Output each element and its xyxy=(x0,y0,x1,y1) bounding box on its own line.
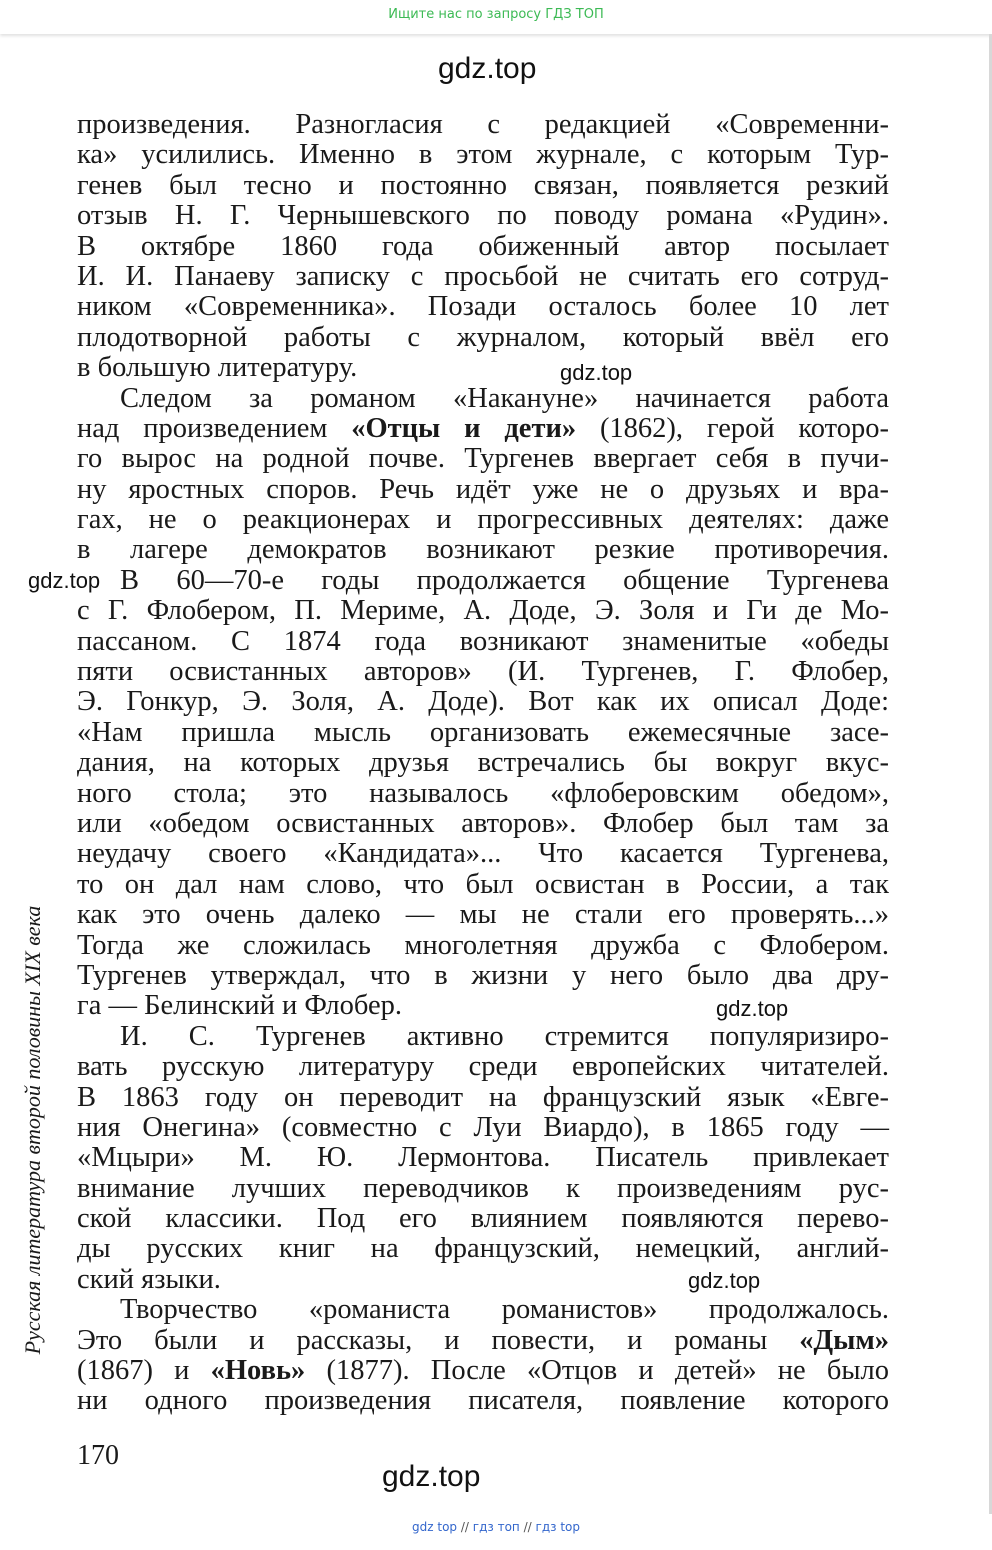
footer-separator: // xyxy=(460,1520,469,1534)
text-line: ской классики. Под его влиянием появляются перево- xyxy=(77,1203,889,1235)
text-line: то он дал нам слово, что был освистан в России, а так xyxy=(77,868,889,900)
watermark-inline: gdz.top xyxy=(560,360,633,385)
banner-text: Ищите нас по запросу ГДЗ ТОП xyxy=(388,7,604,22)
text-line: внимание лучших переводчиков к произведениям рус- xyxy=(77,1172,889,1204)
text-line xyxy=(77,1326,889,1356)
text-line: генев был тесно и постоянно связан, появляется резкий xyxy=(77,169,889,201)
text-line: дания, на которых друзья встречались бы вокруг вкус- xyxy=(77,747,889,779)
text-line: или «обедом освистанных авторов». Флобер был там за xyxy=(77,807,889,839)
top-banner xyxy=(0,0,992,34)
text-line: с Г. Флобером, П. Мериме, А. Доде, Э. Золя и Ги де Мо- xyxy=(77,595,889,627)
text-line: И. И. Панаеву записку с просьбой не считать его сотруд- xyxy=(77,260,889,292)
text-run: (1877). После «Отцов и детей» не было xyxy=(305,1355,890,1387)
text-line: как это очень далеко — мы не стали его проверять...» xyxy=(77,899,889,931)
text-line: Тогда же сложилась многолетняя дружба с Флобером. xyxy=(77,929,889,961)
text-line: И. С. Тургенев активно стремится популяризиро- xyxy=(120,1020,889,1052)
text-line: вать русскую литературу среди европейских читателей. xyxy=(77,1051,889,1083)
text-line: в лагере демократов возникают резкие противоречия. xyxy=(77,534,889,566)
text-line: Следом за романом «Накануне» начинается работа xyxy=(120,382,889,414)
text-line: В 1863 году он переводит на французский язык «Евге- xyxy=(77,1081,889,1113)
text-run: Это были и рассказы, и повести, и романы xyxy=(77,1324,800,1356)
text-line xyxy=(77,414,889,444)
watermark-header: gdz.top xyxy=(438,52,537,85)
text-line: гах, не о реакционерах и прогрессивных деятелях: даже xyxy=(77,504,889,536)
text-line: ния Онегина» (совместно с Луи Виардо), в 1865 году — xyxy=(77,1111,889,1143)
text-line: га — Белинский и Флобер. xyxy=(77,990,403,1022)
text-line: в большую литературу. xyxy=(77,352,358,384)
text-line: ну яростных споров. Речь идёт уже не о друзьях и вра- xyxy=(77,473,889,505)
footer-separator: // xyxy=(523,1520,532,1534)
text-run: (1867) и xyxy=(77,1355,211,1387)
text-line: неудачу своего «Кандидата»... Что касается Тургенева, xyxy=(77,838,889,870)
text-line: произведения. Разногласия с редакцией «Современни- xyxy=(77,109,889,140)
text-line: Творчество «романиста романистов» продолжалось. xyxy=(120,1294,889,1326)
watermark-inline: gdz.top xyxy=(688,1268,761,1293)
text-line: ного стола; это называлось «флоберовским обедом», xyxy=(77,777,889,809)
footer-link[interactable]: гдз топ xyxy=(472,1520,520,1534)
watermark-inline: gdz.top xyxy=(28,568,101,593)
text-line: ды русских книг на французский, немецкий, англий- xyxy=(77,1233,889,1265)
text-line: «Нам пришла мысль организовать ежемесячные засе- xyxy=(77,716,889,748)
text-line: ский языки. xyxy=(77,1263,221,1295)
text-line: «Мцыри» М. Ю. Лермонтова. Писатель привлекает xyxy=(77,1142,889,1174)
text-line xyxy=(77,1356,889,1386)
text-line: Тургенев утверждал, что в жизни у него было два дру- xyxy=(77,959,889,991)
text-run: над произведением xyxy=(77,412,352,444)
text-line: В 60—70-е годы продолжается общение Тургенева xyxy=(120,564,889,596)
text-line: ником «Современника». Позади осталось более 10 лет xyxy=(77,291,889,323)
footer-link[interactable]: gdz top xyxy=(412,1520,458,1534)
text-line: ни одного произведения писателя, появление которого xyxy=(77,1385,889,1417)
text-line: В октябре 1860 года обиженный автор посылает xyxy=(77,230,889,262)
text-line: Э. Гонкур, Э. Золя, А. Доде). Вот как их описал Доде: xyxy=(77,686,889,718)
book-title-virgin-soil: «Новь» xyxy=(210,1355,306,1387)
footer-links xyxy=(0,1520,992,1534)
text-line: плодотворной работы с журналом, который ввёл его xyxy=(77,321,889,353)
footer-link[interactable]: гдз top xyxy=(535,1520,580,1534)
body-text xyxy=(77,110,889,1417)
text-line: пассаном. С 1874 года возникают знаменитые «обеды xyxy=(77,625,889,657)
text-line: ка» усилились. Именно в этом журнале, с которым Тур- xyxy=(77,139,889,171)
text-line: пяти освистанных авторов» (И. Тургенев, Г. Флобер, xyxy=(77,656,889,688)
text-line: го вырос на родной почве. Тургенев ввергает себя в пучи- xyxy=(77,443,889,475)
page-number: 170 xyxy=(77,1440,119,1471)
book-title-smoke: «Дым» xyxy=(799,1324,889,1356)
text-run: (1862), герой которо- xyxy=(576,412,890,444)
text-line: отзыв Н. Г. Чернышевского по поводу романа «Рудин». xyxy=(77,200,889,232)
watermark-footer: gdz.top xyxy=(382,1460,481,1493)
book-title-fathers-and-sons: «Отцы и дети» xyxy=(351,412,577,444)
watermark-inline: gdz.top xyxy=(716,996,789,1021)
sidebar-title: Русская литература второй половины XIX века xyxy=(20,905,45,1354)
chapter-sidebar xyxy=(18,841,48,1418)
